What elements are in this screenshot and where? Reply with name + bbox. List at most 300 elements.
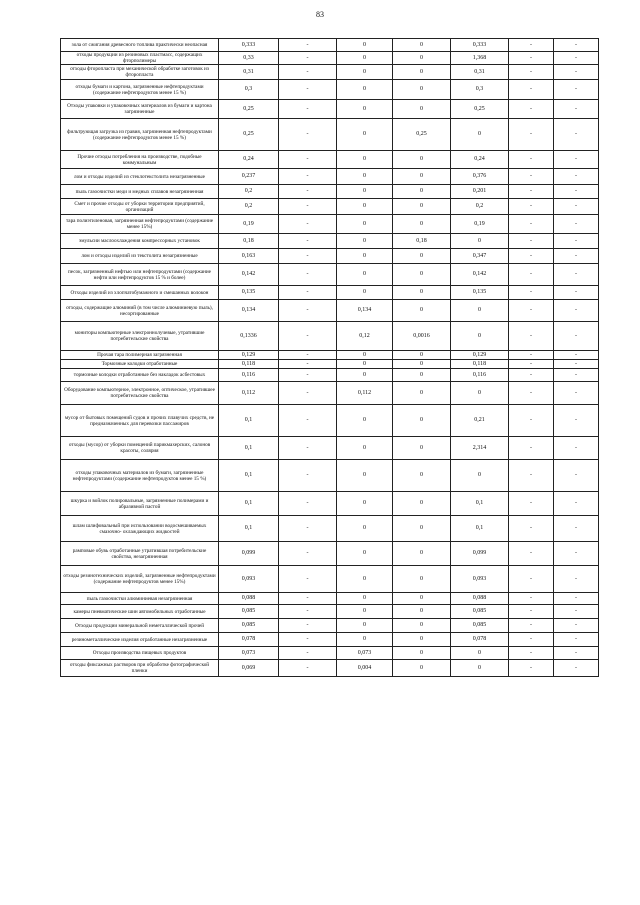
value-cell-c7: -	[554, 52, 599, 65]
value-cell-c2: -	[279, 100, 337, 119]
value-cell-c5: 0,21	[451, 405, 509, 437]
value-cell-c4: 0	[393, 249, 451, 264]
value-cell-c1: 0,25	[219, 100, 279, 119]
table-row	[61, 322, 599, 351]
value-cell-c2: -	[279, 119, 337, 151]
table-row	[61, 215, 599, 234]
value-cell-c6: -	[509, 460, 554, 492]
waste-name-cell: отходы фторопласта при механической обработке заготовок из фторопласта	[61, 65, 219, 80]
value-cell-c3: 0	[337, 249, 393, 264]
table-row	[61, 360, 599, 369]
value-cell-c3: 0	[337, 169, 393, 185]
value-cell-c4: 0	[393, 100, 451, 119]
value-cell-c3: 0	[337, 369, 393, 382]
table-row	[61, 619, 599, 633]
waste-name-cell: отходы фиксажных растворов при обработке фотографической пленки	[61, 660, 219, 677]
waste-name-cell: Отходы производства пищевых продуктов	[61, 647, 219, 660]
value-cell-c4: 0	[393, 300, 451, 322]
value-cell-c1: 0,19	[219, 215, 279, 234]
table-row	[61, 39, 599, 52]
value-cell-c3: 0	[337, 234, 393, 249]
value-cell-c3: 0,134	[337, 300, 393, 322]
waste-name-cell: отходы, содержащие алюминий (в том числе алюминиевую пыль), несортированные	[61, 300, 219, 322]
value-cell-c1: 0,1	[219, 405, 279, 437]
value-cell-c4: 0	[393, 360, 451, 369]
value-cell-c3: 0	[337, 264, 393, 286]
value-cell-c1: 0,237	[219, 169, 279, 185]
waste-name-cell: фильтрующая загрузка из гравия, загрязненная нефтепродуктами (содержание нефтепродуктов менее 15 %)	[61, 119, 219, 151]
value-cell-c5: 0,129	[451, 351, 509, 360]
value-cell-c5: 0,1	[451, 492, 509, 516]
value-cell-c3: 0	[337, 405, 393, 437]
table-row	[61, 151, 599, 169]
value-cell-c3: 0	[337, 460, 393, 492]
table-row	[61, 516, 599, 542]
value-cell-c6: -	[509, 169, 554, 185]
value-cell-c2: -	[279, 39, 337, 52]
value-cell-c6: -	[509, 185, 554, 199]
value-cell-c4: 0,25	[393, 119, 451, 151]
value-cell-c1: 0,078	[219, 633, 279, 647]
value-cell-c2: -	[279, 647, 337, 660]
value-cell-c2: -	[279, 382, 337, 405]
value-cell-c1: 0,116	[219, 369, 279, 382]
value-cell-c5: 0,099	[451, 542, 509, 566]
value-cell-c6: -	[509, 234, 554, 249]
value-cell-c6: -	[509, 39, 554, 52]
value-cell-c7: -	[554, 169, 599, 185]
value-cell-c6: -	[509, 516, 554, 542]
table-row	[61, 169, 599, 185]
value-cell-c7: -	[554, 647, 599, 660]
value-cell-c4: 0	[393, 460, 451, 492]
waste-name-cell: отходы резинотехнических изделий, загрязненные нефтепродуктами (содержание нефтепродуктов менее 15%)	[61, 566, 219, 593]
value-cell-c2: -	[279, 566, 337, 593]
value-cell-c7: -	[554, 151, 599, 169]
value-cell-c3: 0	[337, 151, 393, 169]
value-cell-c2: -	[279, 492, 337, 516]
value-cell-c6: -	[509, 249, 554, 264]
value-cell-c5: 0	[451, 119, 509, 151]
value-cell-c6: -	[509, 52, 554, 65]
value-cell-c2: -	[279, 351, 337, 360]
value-cell-c5: 0	[451, 660, 509, 677]
value-cell-c3: 0	[337, 619, 393, 633]
table-row	[61, 382, 599, 405]
value-cell-c6: -	[509, 80, 554, 100]
value-cell-c5: 0,347	[451, 249, 509, 264]
value-cell-c2: -	[279, 300, 337, 322]
waste-name-cell: тара полиэтиленовая, загрязненная нефтепродуктами (содержание менее 15%)	[61, 215, 219, 234]
value-cell-c1: 0,085	[219, 605, 279, 619]
table-row	[61, 647, 599, 660]
value-cell-c5: 2,314	[451, 437, 509, 460]
value-cell-c4: 0	[393, 566, 451, 593]
value-cell-c3: 0	[337, 492, 393, 516]
value-cell-c1: 0,073	[219, 647, 279, 660]
value-cell-c6: -	[509, 151, 554, 169]
value-cell-c2: -	[279, 52, 337, 65]
value-cell-c1: 0,2	[219, 199, 279, 215]
value-cell-c4: 0	[393, 65, 451, 80]
value-cell-c4: 0	[393, 39, 451, 52]
waste-name-cell: Прочие отходы потребления на производстве, подобные коммунальным	[61, 151, 219, 169]
value-cell-c3: 0	[337, 100, 393, 119]
table-row	[61, 264, 599, 286]
value-cell-c6: -	[509, 100, 554, 119]
value-cell-c3: 0	[337, 199, 393, 215]
value-cell-c6: -	[509, 286, 554, 300]
value-cell-c4: 0	[393, 542, 451, 566]
table-row	[61, 542, 599, 566]
value-cell-c6: -	[509, 437, 554, 460]
waste-name-cell: Тормозные колодки отработанные	[61, 360, 219, 369]
value-cell-c4: 0	[393, 660, 451, 677]
value-cell-c5: 0,093	[451, 566, 509, 593]
value-cell-c6: -	[509, 119, 554, 151]
value-cell-c3: 0	[337, 80, 393, 100]
value-cell-c1: 0,118	[219, 360, 279, 369]
table-row	[61, 369, 599, 382]
value-cell-c4: 0,18	[393, 234, 451, 249]
value-cell-c7: -	[554, 100, 599, 119]
table-row	[61, 460, 599, 492]
waste-name-cell: рамповые обувь отработанные утратившая потребительские свойства, незагрязненная	[61, 542, 219, 566]
value-cell-c3: 0	[337, 52, 393, 65]
table-body	[61, 39, 599, 677]
value-cell-c6: -	[509, 215, 554, 234]
value-cell-c6: -	[509, 300, 554, 322]
value-cell-c5: 0,19	[451, 215, 509, 234]
table-row	[61, 660, 599, 677]
value-cell-c2: -	[279, 249, 337, 264]
waste-name-cell: отходы упаковочных материалов из бумаги, загрязненные нефтепродуктами (содержание нефтепродуктов менее 15 %)	[61, 460, 219, 492]
waste-name-cell: резинометаллические изделия отработанные незагрязненные	[61, 633, 219, 647]
value-cell-c4: 0	[393, 151, 451, 169]
value-cell-c2: -	[279, 199, 337, 215]
value-cell-c7: -	[554, 405, 599, 437]
value-cell-c4: 0	[393, 647, 451, 660]
value-cell-c4: 0	[393, 264, 451, 286]
value-cell-c6: -	[509, 593, 554, 605]
value-cell-c6: -	[509, 382, 554, 405]
value-cell-c2: -	[279, 369, 337, 382]
value-cell-c7: -	[554, 516, 599, 542]
table-row	[61, 65, 599, 80]
waste-name-cell: Смет и прочие отходы от уборки территории предприятий, организаций	[61, 199, 219, 215]
value-cell-c6: -	[509, 566, 554, 593]
value-cell-c3: 0,112	[337, 382, 393, 405]
value-cell-c5: 0,085	[451, 619, 509, 633]
waste-name-cell: тормозные колодки отработанные без накладок асбестовых	[61, 369, 219, 382]
value-cell-c4: 0	[393, 593, 451, 605]
waste-name-cell: шлам шлифовальный при использовании водосмешиваемых смазочно- охлаждающих жидкостей	[61, 516, 219, 542]
value-cell-c1: 0,069	[219, 660, 279, 677]
value-cell-c6: -	[509, 65, 554, 80]
value-cell-c5: 1,368	[451, 52, 509, 65]
value-cell-c6: -	[509, 322, 554, 351]
waste-name-cell: эмульсии маслоохлаждения компрессорных установок	[61, 234, 219, 249]
table-row	[61, 80, 599, 100]
value-cell-c7: -	[554, 437, 599, 460]
table-row	[61, 199, 599, 215]
waste-name-cell: лом и отходы изделий из стеклотекстолита незагрязненные	[61, 169, 219, 185]
value-cell-c2: -	[279, 542, 337, 566]
value-cell-c2: -	[279, 80, 337, 100]
table-row	[61, 100, 599, 119]
value-cell-c2: -	[279, 151, 337, 169]
value-cell-c7: -	[554, 234, 599, 249]
value-cell-c6: -	[509, 264, 554, 286]
value-cell-c3: 0	[337, 39, 393, 52]
value-cell-c3: 0	[337, 516, 393, 542]
value-cell-c1: 0,088	[219, 593, 279, 605]
value-cell-c2: -	[279, 169, 337, 185]
waste-name-cell: Отходы изделий из хлопчатобумажного и смешанных волокон	[61, 286, 219, 300]
value-cell-c6: -	[509, 351, 554, 360]
table-row	[61, 605, 599, 619]
value-cell-c4: 0	[393, 215, 451, 234]
value-cell-c1: 0,1	[219, 516, 279, 542]
value-cell-c4: 0	[393, 286, 451, 300]
value-cell-c2: -	[279, 264, 337, 286]
value-cell-c6: -	[509, 542, 554, 566]
value-cell-c5: 0,25	[451, 100, 509, 119]
value-cell-c7: -	[554, 633, 599, 647]
value-cell-c5: 0,333	[451, 39, 509, 52]
value-cell-c5: 0,3	[451, 80, 509, 100]
value-cell-c3: 0	[337, 119, 393, 151]
value-cell-c4: 0,0016	[393, 322, 451, 351]
value-cell-c5: 0,078	[451, 633, 509, 647]
value-cell-c6: -	[509, 360, 554, 369]
waste-name-cell: Оборудование компьютерное, электронное, оптическое, утратившее потребительские свойства	[61, 382, 219, 405]
waste-name-cell: Прочая тара полимерная загрязненная	[61, 351, 219, 360]
table-row	[61, 286, 599, 300]
table-row	[61, 437, 599, 460]
value-cell-c7: -	[554, 185, 599, 199]
value-cell-c6: -	[509, 660, 554, 677]
table-row	[61, 351, 599, 360]
value-cell-c4: 0	[393, 169, 451, 185]
value-cell-c5: 0,142	[451, 264, 509, 286]
waste-name-cell: отходы бумаги и картона, загрязненные нефтепродуктами (содержание нефтепродуктов менее 15 %)	[61, 80, 219, 100]
value-cell-c7: -	[554, 351, 599, 360]
value-cell-c1: 0,333	[219, 39, 279, 52]
value-cell-c1: 0,142	[219, 264, 279, 286]
value-cell-c4: 0	[393, 633, 451, 647]
value-cell-c7: -	[554, 460, 599, 492]
value-cell-c1: 0,18	[219, 234, 279, 249]
value-cell-c2: -	[279, 65, 337, 80]
value-cell-c2: -	[279, 633, 337, 647]
value-cell-c6: -	[509, 619, 554, 633]
waste-name-cell: пыль газоочистки алюминиевая незагрязненная	[61, 593, 219, 605]
value-cell-c3: 0	[337, 593, 393, 605]
value-cell-c2: -	[279, 660, 337, 677]
value-cell-c7: -	[554, 322, 599, 351]
value-cell-c1: 0,25	[219, 119, 279, 151]
value-cell-c1: 0,099	[219, 542, 279, 566]
value-cell-c1: 0,2	[219, 185, 279, 199]
value-cell-c7: -	[554, 249, 599, 264]
value-cell-c3: 0,12	[337, 322, 393, 351]
value-cell-c4: 0	[393, 437, 451, 460]
table-row	[61, 249, 599, 264]
value-cell-c7: -	[554, 300, 599, 322]
value-cell-c5: 0,088	[451, 593, 509, 605]
value-cell-c7: -	[554, 369, 599, 382]
value-cell-c4: 0	[393, 382, 451, 405]
value-cell-c1: 0,31	[219, 65, 279, 80]
value-cell-c5: 0	[451, 647, 509, 660]
value-cell-c1: 0,1	[219, 492, 279, 516]
value-cell-c1: 0,129	[219, 351, 279, 360]
value-cell-c3: 0	[337, 633, 393, 647]
value-cell-c4: 0	[393, 516, 451, 542]
waste-name-cell: отходы продукции из резиновых пластмасс, содержащих фторполимеры	[61, 52, 219, 65]
value-cell-c6: -	[509, 633, 554, 647]
value-cell-c2: -	[279, 516, 337, 542]
value-cell-c1: 0,1	[219, 460, 279, 492]
value-cell-c3: 0	[337, 351, 393, 360]
waste-name-cell: мониторы компьютерные электроннолучевые, утратившие потребительские свойства	[61, 322, 219, 351]
table-row	[61, 185, 599, 199]
value-cell-c1: 0,1	[219, 437, 279, 460]
waste-name-cell: мусор от бытовых помещений судов и прочих плавучих средств, не предназначенных для перевозки пассажиров	[61, 405, 219, 437]
value-cell-c2: -	[279, 460, 337, 492]
value-cell-c6: -	[509, 405, 554, 437]
value-cell-c1: 0,24	[219, 151, 279, 169]
value-cell-c3: 0	[337, 566, 393, 593]
value-cell-c7: -	[554, 660, 599, 677]
value-cell-c3: 0	[337, 286, 393, 300]
waste-name-cell: Отходы упаковки и упаковочных материалов из бумаги и картона загрязненные	[61, 100, 219, 119]
value-cell-c1: 0,33	[219, 52, 279, 65]
value-cell-c3: 0	[337, 605, 393, 619]
value-cell-c7: -	[554, 286, 599, 300]
value-cell-c5: 0,201	[451, 185, 509, 199]
value-cell-c7: -	[554, 65, 599, 80]
value-cell-c7: -	[554, 492, 599, 516]
page-number: 83	[316, 10, 324, 19]
value-cell-c4: 0	[393, 619, 451, 633]
value-cell-c7: -	[554, 566, 599, 593]
value-cell-c5: 0	[451, 460, 509, 492]
value-cell-c4: 0	[393, 492, 451, 516]
value-cell-c7: -	[554, 542, 599, 566]
value-cell-c1: 0,112	[219, 382, 279, 405]
value-cell-c2: -	[279, 593, 337, 605]
waste-name-cell: зола от сжигания древесного топлива практически неопасная	[61, 39, 219, 52]
value-cell-c2: -	[279, 286, 337, 300]
waste-name-cell: лом и отходы изделий из текстолита незагрязненные	[61, 249, 219, 264]
value-cell-c7: -	[554, 199, 599, 215]
value-cell-c1: 0,3	[219, 80, 279, 100]
table-row	[61, 52, 599, 65]
waste-name-cell: пыль газоочистки меди и медных сплавов незагрязненная	[61, 185, 219, 199]
value-cell-c5: 0,376	[451, 169, 509, 185]
value-cell-c7: -	[554, 593, 599, 605]
value-cell-c2: -	[279, 234, 337, 249]
waste-name-cell: песок, загрязненный нефтью или нефтепродуктами (содержание нефти или нефтепродуктов 15 % и более)	[61, 264, 219, 286]
value-cell-c5: 0,085	[451, 605, 509, 619]
table-row	[61, 300, 599, 322]
table-row	[61, 593, 599, 605]
value-cell-c3: 0,073	[337, 647, 393, 660]
value-cell-c2: -	[279, 619, 337, 633]
value-cell-c3: 0	[337, 185, 393, 199]
waste-name-cell: камеры пневматические шин автомобильных отработанные	[61, 605, 219, 619]
value-cell-c1: 0,085	[219, 619, 279, 633]
value-cell-c4: 0	[393, 185, 451, 199]
value-cell-c3: 0	[337, 65, 393, 80]
value-cell-c3: 0	[337, 542, 393, 566]
value-cell-c4: 0	[393, 605, 451, 619]
table-row	[61, 492, 599, 516]
value-cell-c7: -	[554, 264, 599, 286]
value-cell-c2: -	[279, 215, 337, 234]
value-cell-c5: 0,1	[451, 516, 509, 542]
value-cell-c4: 0	[393, 52, 451, 65]
waste-table	[60, 38, 599, 677]
waste-name-cell: отходы (мусор) от уборки помещений парикмахерских, салонов красоты, солярия	[61, 437, 219, 460]
value-cell-c7: -	[554, 619, 599, 633]
value-cell-c5: 0,135	[451, 286, 509, 300]
value-cell-c5: 0,2	[451, 199, 509, 215]
value-cell-c7: -	[554, 382, 599, 405]
value-cell-c2: -	[279, 322, 337, 351]
value-cell-c7: -	[554, 80, 599, 100]
table-row	[61, 566, 599, 593]
value-cell-c5: 0	[451, 382, 509, 405]
value-cell-c3: 0	[337, 437, 393, 460]
value-cell-c7: -	[554, 605, 599, 619]
value-cell-c4: 0	[393, 351, 451, 360]
table-row	[61, 119, 599, 151]
value-cell-c5: 0,118	[451, 360, 509, 369]
value-cell-c2: -	[279, 360, 337, 369]
value-cell-c1: 0,135	[219, 286, 279, 300]
value-cell-c2: -	[279, 405, 337, 437]
value-cell-c2: -	[279, 605, 337, 619]
value-cell-c4: 0	[393, 369, 451, 382]
value-cell-c5: 0,24	[451, 151, 509, 169]
value-cell-c3: 0,004	[337, 660, 393, 677]
value-cell-c4: 0	[393, 80, 451, 100]
value-cell-c6: -	[509, 647, 554, 660]
table-row	[61, 234, 599, 249]
value-cell-c5: 0,31	[451, 65, 509, 80]
value-cell-c3: 0	[337, 215, 393, 234]
value-cell-c6: -	[509, 605, 554, 619]
value-cell-c5: 0	[451, 322, 509, 351]
waste-name-cell: шкурка и войлок полировальные, загрязненные полимерами и абразивной пастой	[61, 492, 219, 516]
value-cell-c6: -	[509, 199, 554, 215]
value-cell-c7: -	[554, 119, 599, 151]
value-cell-c7: -	[554, 360, 599, 369]
value-cell-c5: 0	[451, 300, 509, 322]
value-cell-c1: 0,093	[219, 566, 279, 593]
value-cell-c6: -	[509, 492, 554, 516]
value-cell-c1: 0,163	[219, 249, 279, 264]
value-cell-c1: 0,1336	[219, 322, 279, 351]
value-cell-c7: -	[554, 215, 599, 234]
value-cell-c6: -	[509, 369, 554, 382]
value-cell-c7: -	[554, 39, 599, 52]
waste-name-cell: Отходы продукции минеральной неметаллической прочей	[61, 619, 219, 633]
value-cell-c5: 0	[451, 234, 509, 249]
